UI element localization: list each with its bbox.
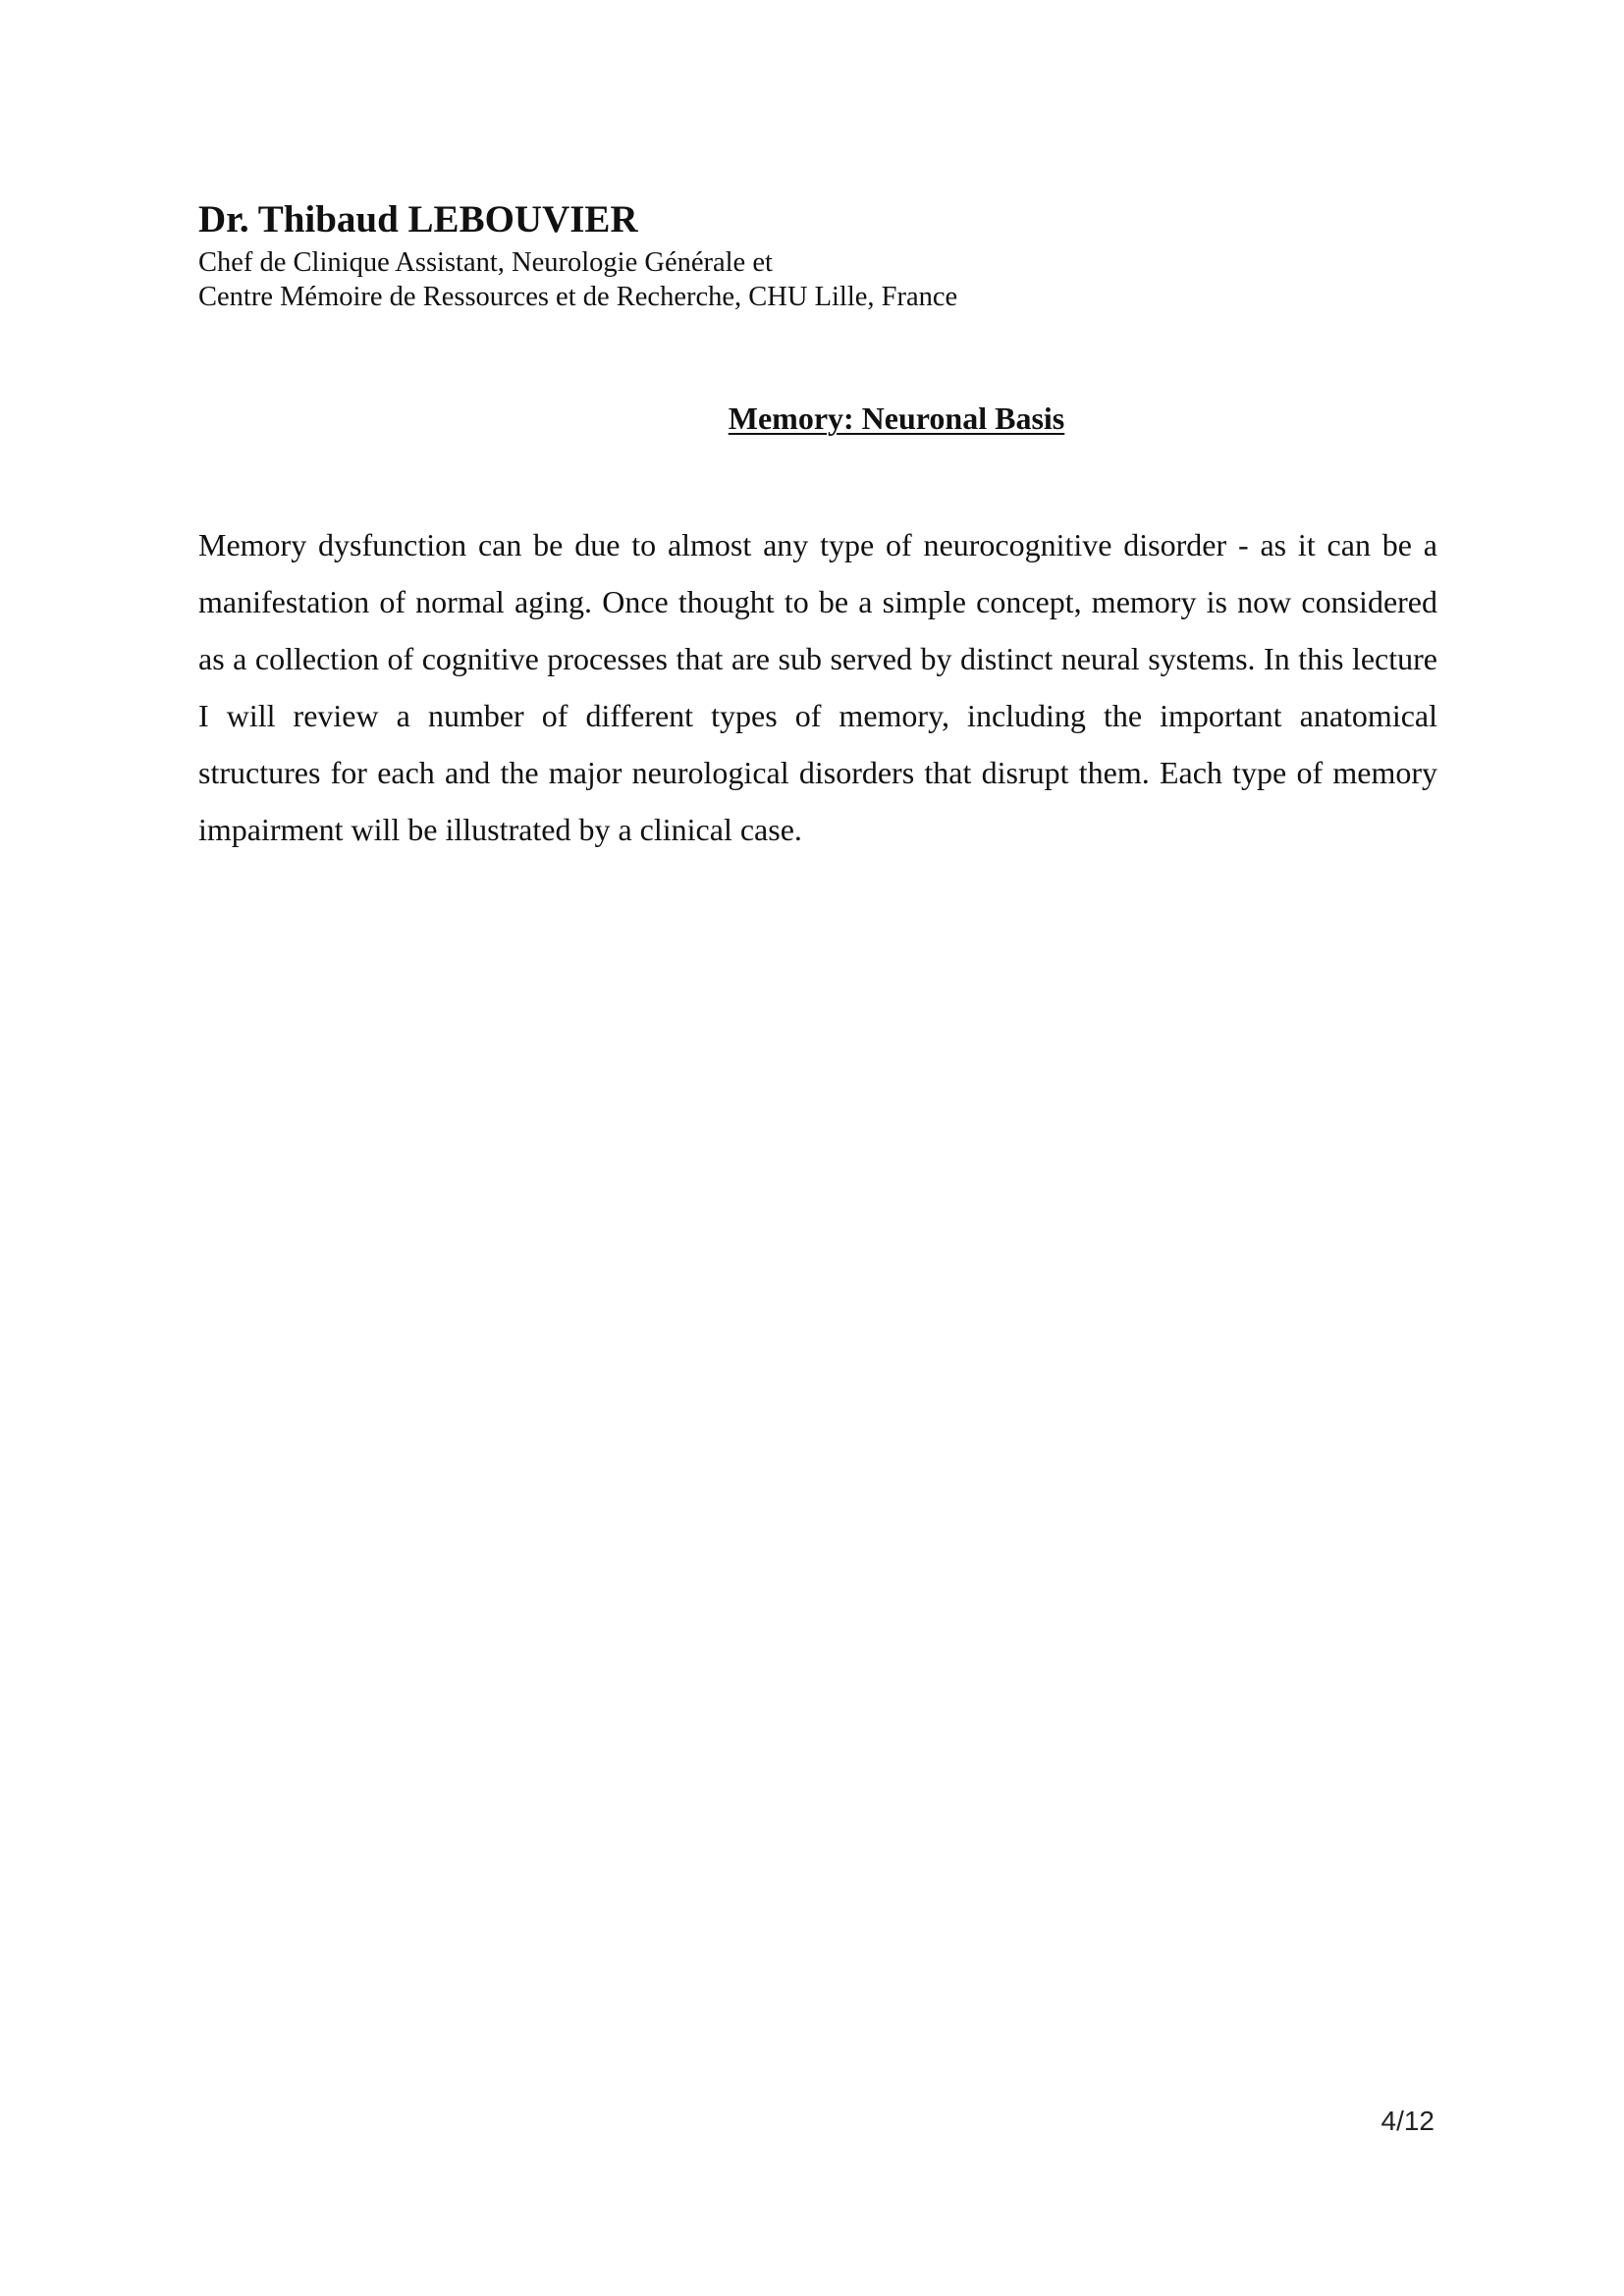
document-title-container	[0, 397, 1624, 440]
document-title: Memory: Neuronal Basis	[728, 400, 1065, 436]
affiliation-line-2: Centre Mémoire de Ressources et de Recherche, CHU Lille, France	[198, 282, 958, 312]
page-number: 4/12	[1380, 2106, 1435, 2136]
abstract-paragraph: Memory dysfunction can be due to almost any type of neurocognitive disorder - as it can be a manifestation of normal aging. Once thought to be a simple concept, memory is now considered as a collection of cognitive processes that are sub served by distinct neural systems. In this lecture I will review a number of different types of memory, including the important anatomical structures for each and the major neurological disorders that disrupt them. Each type of memory impairment will be illustrated by a clinical case.	[198, 527, 1437, 847]
author-name: Dr. Thibaud LEBOUVIER	[198, 198, 638, 240]
affiliation-line-1: Chef de Clinique Assistant, Neurologie Générale et	[198, 247, 773, 278]
author-block	[198, 194, 1435, 314]
